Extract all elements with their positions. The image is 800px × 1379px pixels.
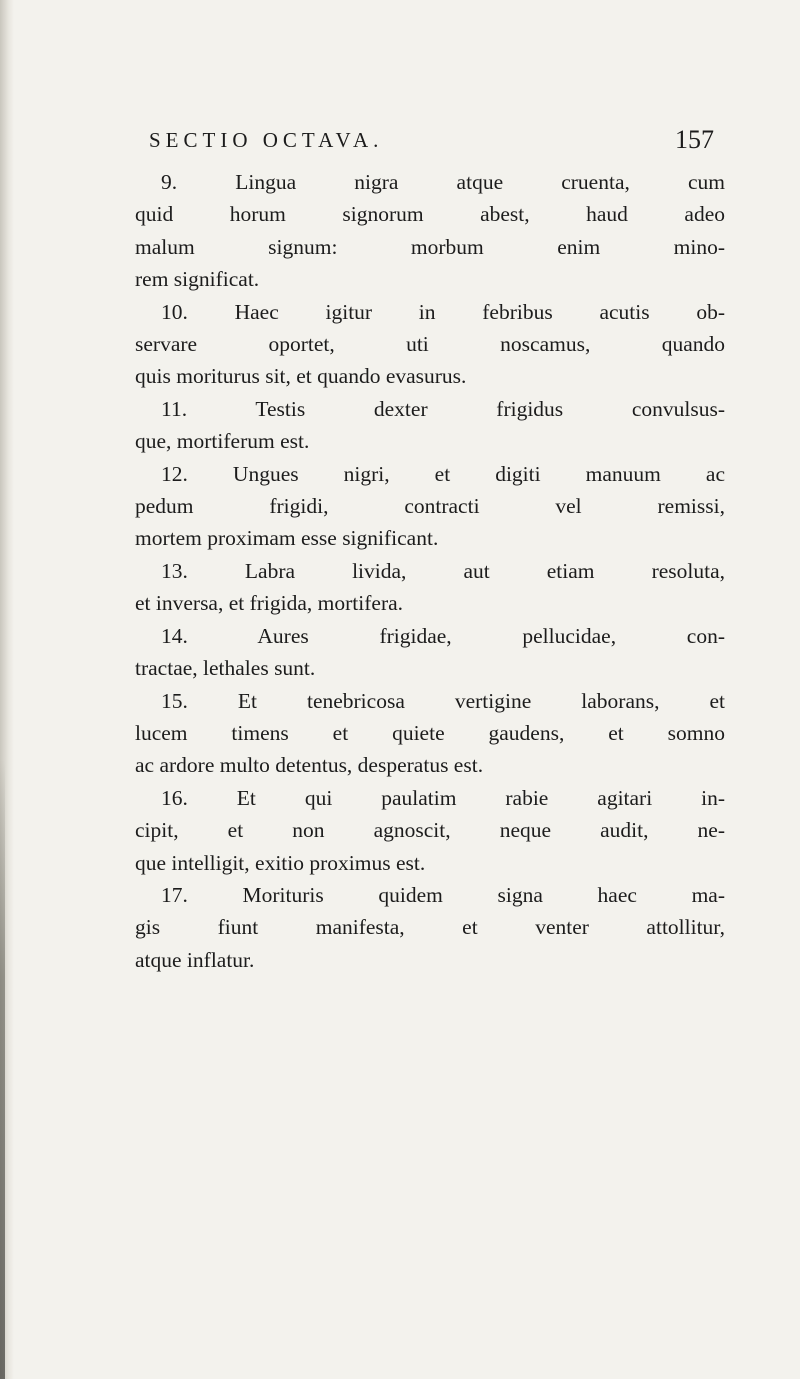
text-line: 16. Et qui paulatim rabie agitari in-: [161, 785, 725, 810]
text-line: gis fiunt manifesta, et venter attollitur,: [135, 915, 725, 940]
text-line: 11. Testis dexter frigidus convulsus-: [161, 396, 725, 421]
text-line: ac ardore multo detentus, desperatus est.: [135, 753, 484, 778]
text-line: tractae, lethales sunt.: [135, 656, 316, 681]
paragraph-12: [135, 458, 725, 555]
text-line: que, mortiferum est.: [135, 429, 310, 454]
page-body: [135, 166, 725, 976]
running-head: [135, 122, 725, 162]
text-line: 17. Morituris quidem signa haec ma-: [161, 882, 725, 907]
paragraph-15: [135, 685, 725, 782]
paragraph-14: [135, 620, 725, 685]
paragraph-11: [135, 393, 725, 458]
text-line: quis moriturus sit, et quando evasurus.: [135, 364, 467, 389]
paragraph-13: [135, 555, 725, 620]
running-title: SECTIO OCTAVA.: [149, 128, 384, 152]
text-line: malum signum: morbum enim mino-: [135, 234, 725, 259]
book-page: [135, 122, 725, 976]
text-line: pedum frigidi, contracti vel remissi,: [135, 494, 725, 519]
text-line: mortem proximam esse significant.: [135, 526, 439, 551]
paragraph-16: [135, 782, 725, 879]
text-line: atque inflatur.: [135, 947, 255, 972]
text-line: 12. Ungues nigri, et digiti manuum ac: [161, 461, 725, 486]
text-line: servare oportet, uti noscamus, quando: [135, 332, 725, 357]
text-line: 10. Haec igitur in febribus acutis ob-: [161, 299, 725, 324]
text-line: rem significat.: [135, 267, 260, 292]
text-line: 9. Lingua nigra atque cruenta, cum: [161, 170, 725, 194]
text-line: lucem timens et quiete gaudens, et somno: [135, 720, 725, 745]
text-line: 14. Aures frigidae, pellucidae, con-: [161, 623, 725, 648]
paragraph-9: [135, 166, 725, 296]
paragraph-10: [135, 296, 725, 393]
text-line: et inversa, et frigida, mortifera.: [135, 591, 404, 616]
binding-shadow: [0, 760, 5, 1379]
page-number: 157: [675, 125, 714, 154]
text-line: que intelligit, exitio proximus est.: [135, 850, 426, 875]
text-line: quid horum signorum abest, haud adeo: [135, 202, 725, 227]
text-line: 15. Et tenebricosa vertigine laborans, et: [161, 688, 725, 713]
text-line: cipit, et non agnoscit, neque audit, ne-: [135, 818, 725, 843]
paragraph-17: [135, 879, 725, 976]
text-line: 13. Labra livida, aut etiam resoluta,: [161, 558, 725, 583]
